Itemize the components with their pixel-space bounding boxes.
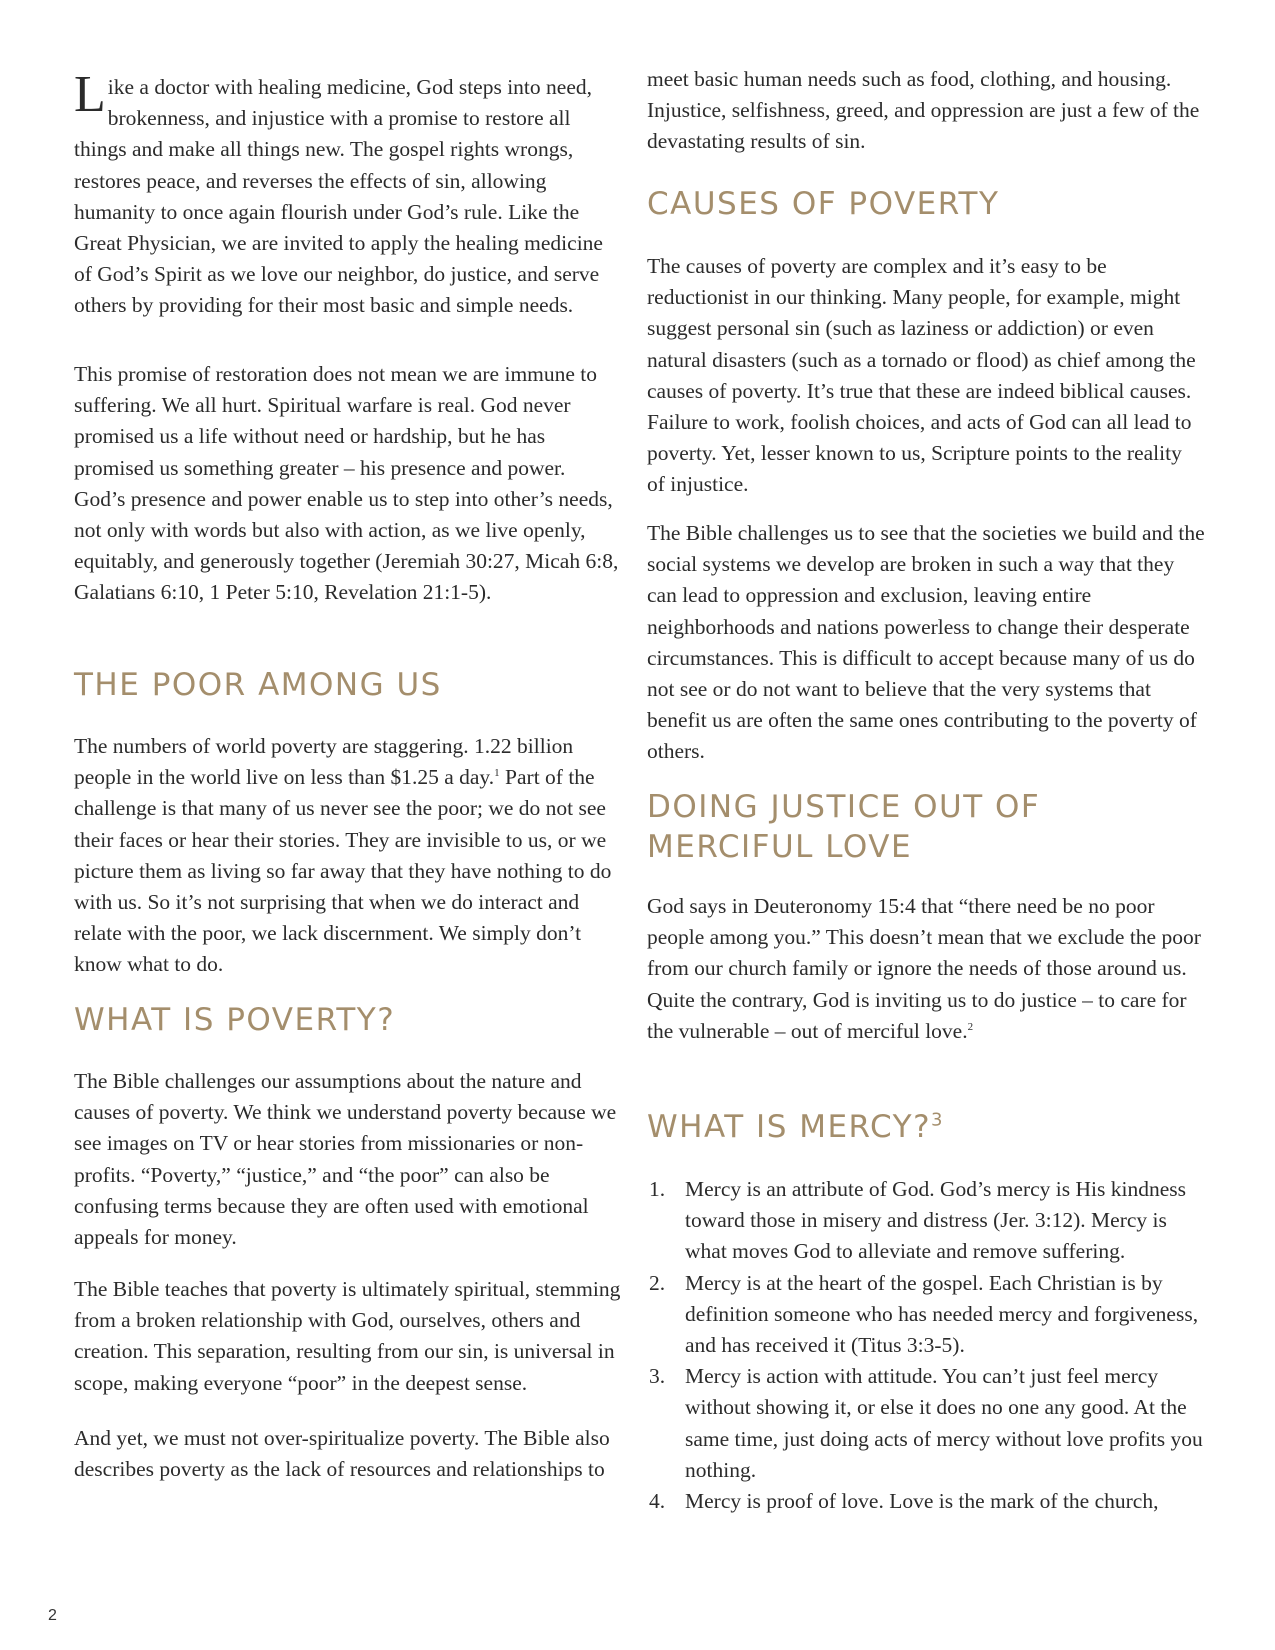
list-item-number: 4. [649,1489,666,1514]
list-item [647,1174,1205,1268]
poverty-paragraph-3: And yet, we must not over-spiritualize poverty. The Bible also describes poverty as the lack of resources and relationships to [74,1426,610,1482]
list-item-text: Mercy is proof of love. Love is the mark of the church, [685,1489,1159,1514]
heading-doing-justice-line-2: MERCIFUL LOVE [647,829,913,865]
justice-text: God says in Deuteronomy 15:4 that “there need be no poor people among you.” This doesn’t mean that we exclude the poor from our church family or ignore the needs of those around us. Quite the contrary, God is inviting us to do justice – to care for the vulnerable – out of merciful love. [647,894,1201,1043]
heading-what-is-poverty: WHAT IS POVERTY? [74,1002,396,1038]
causes-paragraph-1: The causes of poverty are complex and it’s easy to be reductionist in our thinking. Many people, for example, might suggest personal sin (such as laziness or addiction) or even natural disasters (such as a tornado or flood) as chief among the causes of poverty. It’s true that these are indeed biblical causes. Failure to work, foolish choices, and acts of God can all lead to poverty. Yet, lesser known to us, Scripture points to the reality of injustice. [647,254,1196,497]
poor-text-a: The numbers of world poverty are staggering. 1.22 billion people in the world live on less than $1.25 a day. [74,734,574,790]
mercy-list [647,1174,1205,1517]
drop-cap: L [74,66,106,123]
heading-causes-of-poverty: CAUSES OF POVERTY [647,186,1000,222]
heading-what-is-mercy-text: WHAT IS MERCY? [647,1109,932,1145]
list-item-text: Mercy is at the heart of the gospel. Each Christian is by definition someone who has needed mercy and forgiveness, and has received it (Titus 3:3-5). [685,1270,1199,1358]
justice-paragraph [647,891,1205,1047]
poverty-paragraph-1: The Bible challenges our assumptions about the nature and causes of poverty. We think we understand poverty because we see images on TV or hear stories from missionaries or non-profits. “Poverty,” “justice,” and “the poor” can also be confusing terms because they are often used with emotional appeals for money. [74,1069,617,1250]
list-item-text: Mercy is action with attitude. You can’t just feel mercy without showing it, or else it does no one any good. At the same time, just doing acts of mercy without love profits you nothing. [685,1364,1203,1482]
list-item-text: Mercy is an attribute of God. God’s mercy is His kindness toward those in misery and distress (Jer. 3:12). Mercy is what moves God to alleviate and remove suffering. [685,1177,1186,1264]
poor-paragraph [74,731,622,981]
list-item-number: 3. [649,1364,666,1389]
poverty-paragraph-2: The Bible teaches that poverty is ultimately spiritual, stemming from a broken relationship with God, ourselves, others and creation. This separation, resulting from our sin, is universal in scope, making everyone “poor” in the deepest sense. [74,1277,621,1395]
list-item [647,1486,1205,1517]
footnote-ref-2: 2 [967,1020,974,1033]
continued-paragraph: meet basic human needs such as food, clothing, and housing. Injustice, selfishness, greed, and oppression are just a few of the devastating results of sin. [647,67,1200,154]
intro-text: ike a doctor with healing medicine, God steps into need, brokenness, and injustice with a promise to restore all things and make all things new. The gospel rights wrongs, restores peace, and reverses the effects of sin, allowing humanity to once again flourish under God’s rule. Like the Great Physician, we are invited to apply the healing medicine of God’s Spirit as we love our neighbor, do justice, and serve others by providing for their most basic and simple needs. [74,75,603,318]
footnote-ref-3: 3 [931,1109,944,1131]
heading-doing-justice-line-1: DOING JUSTICE OUT OF [647,789,1041,825]
list-item-number: 1. [649,1177,666,1201]
poor-text-b: Part of the challenge is that many of us never see the poor; we do not see their faces or hear their stories. They are invisible to us, or we picture them as living so far away that they have nothing to do with us. So it’s not surprising that when we do interact and relate with the poor, we lack discernment. We simply don’t know what to do. [74,765,612,977]
heading-doing-justice [647,787,1040,867]
list-item [647,1268,1205,1362]
heading-poor-among-us: THE POOR AMONG US [74,667,442,703]
intro-paragraph [74,66,622,322]
restoration-paragraph: This promise of restoration does not mean we are immune to suffering. We all hurt. Spiritual warfare is real. God never promised us a life without need or hardship, but he has promised us something greater – his presence and power. God’s presence and power enable us to step into other’s needs, not only with words but also with action, as we live openly, equitably, and generously together (Jeremiah 30:27, Micah 6:8, Galatians 6:10, 1 Peter 5:10, Revelation 21:1-5). [74,362,619,605]
list-item [647,1361,1205,1486]
list-item-number: 2. [649,1270,666,1295]
heading-what-is-mercy [647,1107,944,1147]
page-number: 2 [48,1607,57,1624]
causes-paragraph-2: The Bible challenges us to see that the societies we build and the social systems we develop are broken in such a way that they can lead to oppression and exclusion, leaving entire neighborhoods and nations powerless to change their desperate circumstances. This is difficult to accept because many of us do not see or do not want to believe that the very systems that benefit us are often the same ones contributing to the poverty of others. [647,521,1205,764]
footnote-ref-1: 1 [494,767,500,780]
